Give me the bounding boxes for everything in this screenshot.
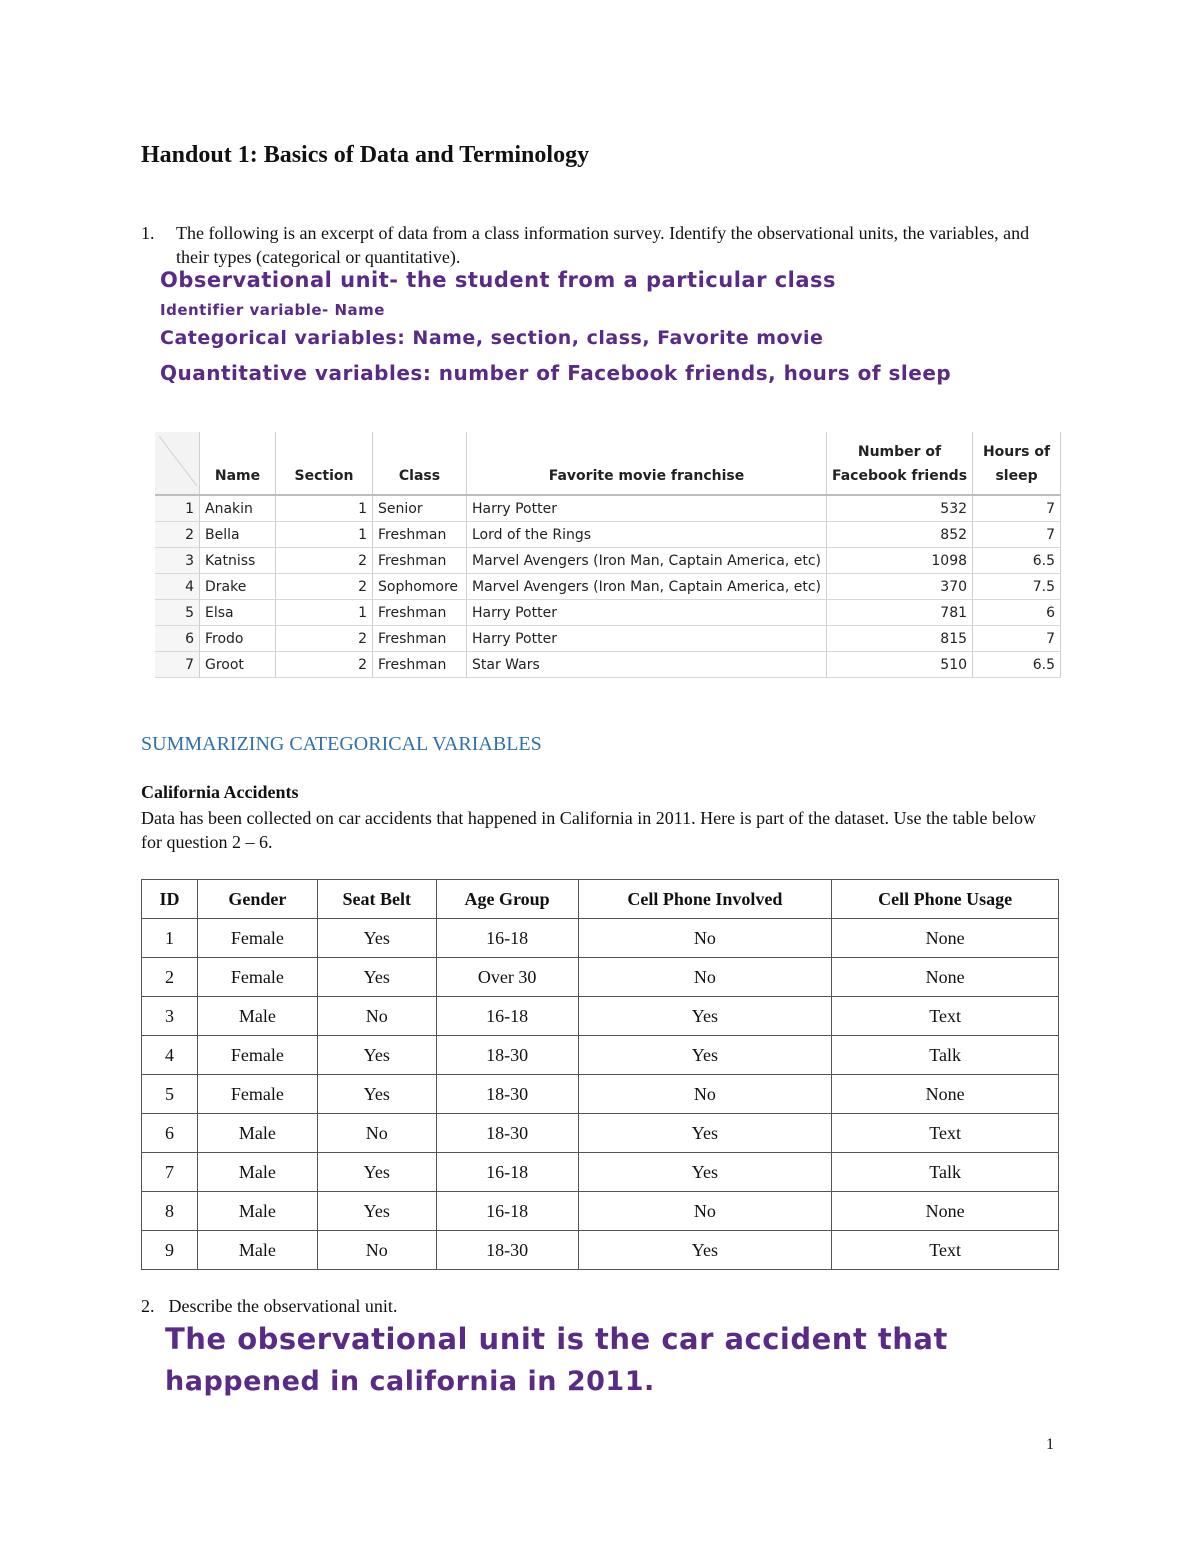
cell: None [832,919,1059,958]
cell-sleep: 6.5 [973,652,1061,678]
cell: Female [197,1075,317,1114]
cell: Yes [317,919,436,958]
row-number: 3 [155,548,200,574]
cell-name: Bella [200,522,276,548]
corner-triangle-icon [155,432,199,488]
cell-friends: 532 [826,495,972,522]
accident-table [141,879,1059,1270]
cell: 2 [142,958,198,997]
cell-friends: 852 [826,522,972,548]
cell-friends: 815 [826,626,972,652]
section-heading: SUMMARIZING CATEGORICAL VARIABLES [141,733,542,755]
cell-sleep: 7 [973,495,1061,522]
cell-movie: Harry Potter [467,495,827,522]
page-title: Handout 1: Basics of Data and Terminology [141,142,590,168]
question-1 [141,221,1061,269]
column-header-gender: Gender [197,880,317,919]
cell-sleep: 7.5 [973,574,1061,600]
cell-section: 1 [276,600,373,626]
table-row [155,548,1061,574]
cell: Male [197,1114,317,1153]
cell: Talk [832,1153,1059,1192]
cell-friends: 510 [826,652,972,678]
page-number: 1 [1046,1436,1054,1453]
column-header-cell-phone-usage: Cell Phone Usage [832,880,1059,919]
row-number: 4 [155,574,200,600]
cell: 16-18 [436,1153,578,1192]
cell: 18-30 [436,1075,578,1114]
cell: Yes [317,1192,436,1231]
cell-movie: Marvel Avengers (Iron Man, Captain America, etc) [467,574,827,600]
cell-name: Katniss [200,548,276,574]
header-line: Facebook friends [831,468,968,484]
cell: 16-18 [436,1192,578,1231]
cell-section: 2 [276,574,373,600]
cell: None [832,1075,1059,1114]
column-header-movie: Favorite movie franchise [467,432,827,495]
cell: Yes [317,1036,436,1075]
cell-section: 1 [276,522,373,548]
cell-class: Freshman [373,522,467,548]
cell: 4 [142,1036,198,1075]
table-row [142,1075,1059,1114]
cell: 5 [142,1075,198,1114]
table-row [142,1231,1059,1270]
handwritten-answer-line: Categorical variables: Name, section, class, Favorite movie [160,327,824,349]
table-corner [155,432,200,495]
cell: No [317,997,436,1036]
subsection-heading: California Accidents [141,782,299,802]
column-header-seat-belt: Seat Belt [317,880,436,919]
table-row [142,919,1059,958]
table-row [142,1114,1059,1153]
cell-class: Freshman [373,548,467,574]
handwritten-answer-line: Quantitative variables: number of Facebook friends, hours of sleep [160,361,952,385]
cell-section: 1 [276,495,373,522]
cell: No [578,1192,832,1231]
cell-sleep: 6.5 [973,548,1061,574]
cell-friends: 1098 [826,548,972,574]
cell-sleep: 7 [973,626,1061,652]
cell: 1 [142,919,198,958]
cell-name: Elsa [200,600,276,626]
table-row [142,997,1059,1036]
cell: 3 [142,997,198,1036]
cell-sleep: 6 [973,600,1061,626]
cell: No [317,1231,436,1270]
cell: Over 30 [436,958,578,997]
column-header-sleep [973,432,1061,495]
column-header-cell-phone-involved: Cell Phone Involved [578,880,832,919]
column-header-friends [826,432,972,495]
cell: Yes [578,1114,832,1153]
table-row [155,574,1061,600]
table-row [155,652,1061,678]
cell: 7 [142,1153,198,1192]
cell-section: 2 [276,652,373,678]
cell-name: Anakin [200,495,276,522]
row-number: 5 [155,600,200,626]
header-line: Hours of [982,444,1051,460]
table-row [142,1192,1059,1231]
cell: 8 [142,1192,198,1231]
table-row [155,600,1061,626]
cell: Male [197,1231,317,1270]
cell-name: Groot [200,652,276,678]
intro-paragraph: Data has been collected on car accidents that happened in California in 2011. Here is part of the dataset. Use the table below for question 2 – 6. [141,808,1036,852]
column-header-section: Section [276,432,373,495]
cell: Text [832,997,1059,1036]
cell: 9 [142,1231,198,1270]
cell: Female [197,1036,317,1075]
cell: 6 [142,1114,198,1153]
cell-friends: 370 [826,574,972,600]
header-line: Number of [857,444,942,460]
cell: Male [197,1192,317,1231]
table-row [155,522,1061,548]
cell: 16-18 [436,997,578,1036]
cell: None [832,958,1059,997]
cell: Talk [832,1036,1059,1075]
cell-class: Sophomore [373,574,467,600]
row-number: 6 [155,626,200,652]
row-number: 7 [155,652,200,678]
handwritten-answer-line: The observational unit is the car accident that [165,1322,948,1356]
cell: Text [832,1231,1059,1270]
cell-class: Freshman [373,626,467,652]
cell: Male [197,1153,317,1192]
cell-sleep: 7 [973,522,1061,548]
cell-movie: Star Wars [467,652,827,678]
table-row [142,1153,1059,1192]
question-2 [141,1296,397,1317]
header-line: sleep [995,468,1038,484]
cell-friends: 781 [826,600,972,626]
table-row [142,1036,1059,1075]
question-number: 1. [141,223,155,243]
cell-movie: Harry Potter [467,626,827,652]
cell: Yes [578,1153,832,1192]
cell: Yes [317,1075,436,1114]
cell: Yes [317,1153,436,1192]
cell-section: 2 [276,548,373,574]
table-row [155,626,1061,652]
table-row [142,958,1059,997]
cell-name: Frodo [200,626,276,652]
cell: 18-30 [436,1114,578,1153]
cell: Yes [317,958,436,997]
row-number: 2 [155,522,200,548]
column-header-name: Name [200,432,276,495]
survey-table [155,432,1061,678]
cell: No [578,1075,832,1114]
cell: Female [197,919,317,958]
column-header-age-group: Age Group [436,880,578,919]
cell: 18-30 [436,1036,578,1075]
handwritten-answer-line: happened in california in 2011. [165,1366,655,1397]
column-header-class: Class [373,432,467,495]
question-number: 2. [141,1296,155,1316]
cell-section: 2 [276,626,373,652]
cell-movie: Harry Potter [467,600,827,626]
cell: Yes [578,997,832,1036]
row-number: 1 [155,495,200,522]
question-text: Describe the observational unit. [168,1296,398,1316]
cell: Text [832,1114,1059,1153]
cell-name: Drake [200,574,276,600]
cell: Yes [578,1231,832,1270]
cell: Yes [578,1036,832,1075]
table-row [155,495,1061,522]
question-text: The following is an excerpt of data from a class information survey. Identify the observational units, the variables, and their types (categorical or quantitative). [176,223,1030,267]
cell: Male [197,997,317,1036]
cell-movie: Lord of the Rings [467,522,827,548]
cell-movie: Marvel Avengers (Iron Man, Captain America, etc) [467,548,827,574]
cell: 18-30 [436,1231,578,1270]
cell-class: Freshman [373,600,467,626]
cell: 16-18 [436,919,578,958]
cell: Female [197,958,317,997]
cell-class: Senior [373,495,467,522]
cell-class: Freshman [373,652,467,678]
handwritten-answer-line: Identifier variable- Name [160,301,385,319]
cell: No [317,1114,436,1153]
cell: No [578,919,832,958]
handwritten-answer-line: Observational unit- the student from a particular class [160,268,837,292]
cell: None [832,1192,1059,1231]
cell: No [578,958,832,997]
column-header-id: ID [142,880,198,919]
